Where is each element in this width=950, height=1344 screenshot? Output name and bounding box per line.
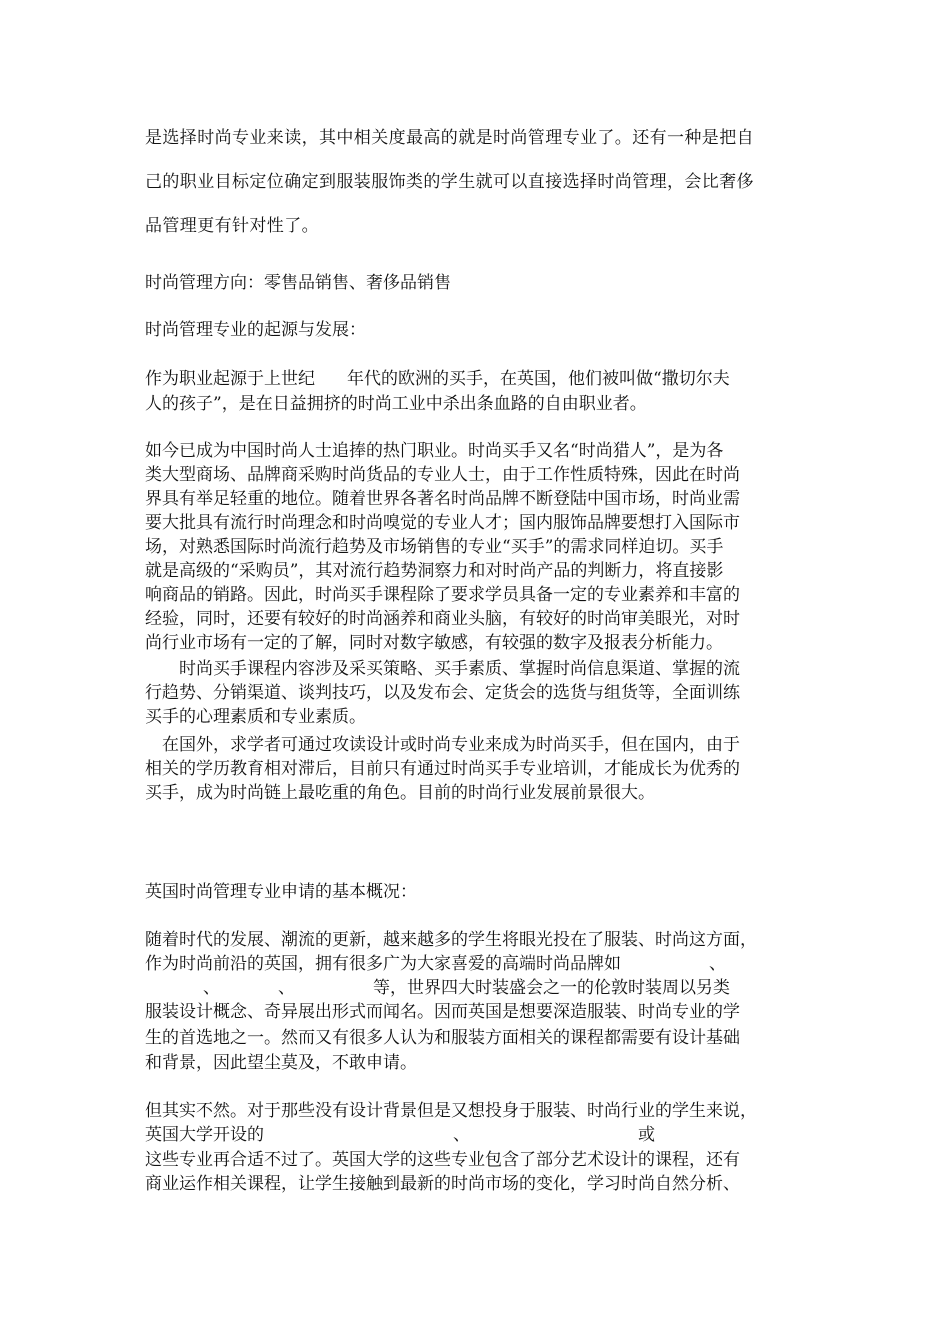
origin-line-1-a: 作为职业起源于上世纪 bbox=[145, 369, 315, 389]
buyer-line-15: 买手，成为时尚链上最吃重的角色。目前的时尚行业发展前景很大。 bbox=[145, 783, 655, 803]
uk-line-6: 和背景，因此望尘莫及，不敢申请。 bbox=[145, 1053, 417, 1073]
buyer-line-1: 如今已成为中国时尚人士追捧的热门职业。时尚买手又名“时尚猎人”，是为各 bbox=[145, 441, 724, 461]
final-line-2-c: 或 bbox=[638, 1125, 655, 1145]
buyer-line-6: 就是高级的“采购员”，其对流行趋势洞察力和对时尚产品的判断力，将直接影 bbox=[145, 561, 724, 581]
uk-line-1: 随着时代的发展、潮流的更新，越来越多的学生将眼光投在了服装、时尚这方面， bbox=[145, 930, 757, 950]
final-line-2-b: 、 bbox=[453, 1125, 470, 1145]
intro-line-3: 品管理更有针对性了。 bbox=[145, 216, 319, 236]
intro-line-1: 是选择时尚专业来读，其中相关度最高的就是时尚管理专业了。还有一种是把自 bbox=[145, 128, 754, 148]
uk-line-3 bbox=[145, 976, 730, 1000]
final-line-2 bbox=[145, 1123, 655, 1147]
buyer-line-8: 经验，同时，还要有较好的时尚涵养和商业头脑，有较好的时尚审美眼光，对时 bbox=[145, 609, 740, 629]
uk-heading: 英国时尚管理专业申请的基本概况： bbox=[145, 882, 417, 902]
uk-line-4: 服装设计概念、奇异展出形式而闻名。因而英国是想要深造服装、时尚专业的学 bbox=[145, 1002, 740, 1022]
buyer-line-13: 在国外，求学者可通过攻读设计或时尚专业来成为时尚买手，但在国内，由于 bbox=[145, 735, 740, 755]
intro-line-2: 己的职业目标定位确定到服装服饰类的学生就可以直接选择时尚管理，会比奢侈 bbox=[145, 172, 754, 192]
buyer-line-4: 要大批具有流行时尚理念和时尚嗅觉的专业人才；国内服饰品牌要想打入国际市 bbox=[145, 513, 740, 533]
buyer-line-9: 尚行业市场有一定的了解，同时对数字敏感，有较强的数字及报表分析能力。 bbox=[145, 633, 723, 653]
final-line-1: 但其实不然。对于那些没有设计背景但是又想投身于服装、时尚行业的学生来说， bbox=[145, 1101, 757, 1121]
uk-line-2-a: 作为时尚前沿的英国，拥有很多广为大家喜爱的高端时尚品牌如 bbox=[145, 954, 621, 974]
uk-line-3-a: 、 bbox=[203, 978, 220, 998]
direction-line: 时尚管理方向：零售品销售、奢侈品销售 bbox=[145, 273, 451, 293]
final-line-4: 商业运作相关课程，让学生接触到最新的时尚市场的变化，学习时尚自然分析、 bbox=[145, 1174, 740, 1194]
uk-line-3-c: 等，世界四大时装盛会之一的伦敦时装周以另类 bbox=[373, 978, 730, 998]
origin-heading: 时尚管理专业的起源与发展： bbox=[145, 320, 366, 340]
buyer-line-12: 买手的心理素质和专业素质。 bbox=[145, 707, 366, 727]
origin-line-1 bbox=[145, 367, 730, 391]
origin-line-1-b: 年代的欧洲的买手，在英国，他们被叫做“撒切尔夫 bbox=[347, 369, 730, 389]
final-line-3: 这些专业再合适不过了。英国大学的这些专业包含了部分艺术设计的课程，还有 bbox=[145, 1150, 740, 1170]
buyer-line-7: 响商品的销路。因此，时尚买手课程除了要求学员具备一定的专业素养和丰富的 bbox=[145, 585, 740, 605]
uk-line-2 bbox=[145, 952, 726, 976]
uk-line-3-b: 、 bbox=[278, 978, 295, 998]
uk-line-5: 生的首选地之一。然而又有很多人认为和服装方面相关的课程都需要有设计基础 bbox=[145, 1028, 740, 1048]
buyer-line-10: 时尚买手课程内容涉及采买策略、买手素质、掌握时尚信息渠道、掌握的流 bbox=[145, 659, 740, 679]
uk-line-2-b: 、 bbox=[709, 954, 726, 974]
buyer-line-2: 类大型商场、品牌商采购时尚货品的专业人士，由于工作性质特殊，因此在时尚 bbox=[145, 465, 740, 485]
origin-line-2: 人的孩子”，是在日益拥挤的时尚工业中杀出条血路的自由职业者。 bbox=[145, 394, 647, 414]
buyer-line-3: 界具有举足轻重的地位。随着世界各著名时尚品牌不断登陆中国市场，时尚业需 bbox=[145, 489, 740, 509]
buyer-line-5: 场，对熟悉国际时尚流行趋势及市场销售的专业“买手”的需求同样迫切。买手 bbox=[145, 537, 724, 557]
buyer-line-14: 相关的学历教育相对滞后，目前只有通过时尚买手专业培训，才能成长为优秀的 bbox=[145, 759, 740, 779]
final-line-2-a: 英国大学开设的 bbox=[145, 1125, 264, 1145]
buyer-line-11: 行趋势、分销渠道、谈判技巧，以及发布会、定货会的选货与组货等，全面训练 bbox=[145, 683, 740, 703]
